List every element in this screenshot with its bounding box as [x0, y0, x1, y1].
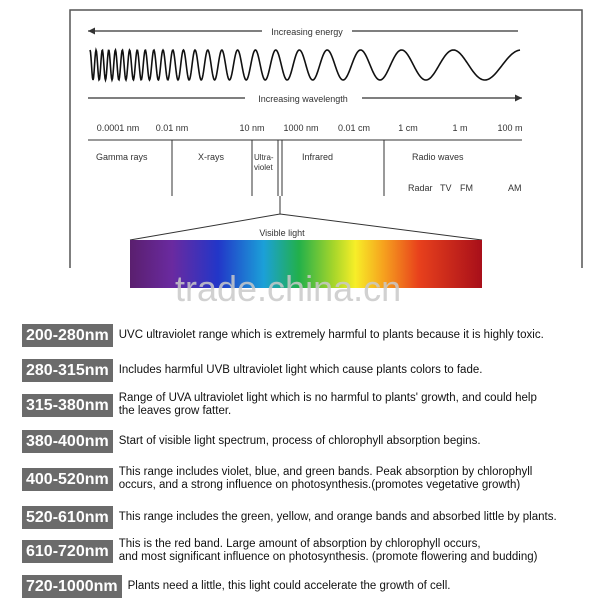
band-range-badge: 315-380nm: [22, 394, 113, 417]
scale-label-4: 1000 nm: [283, 123, 319, 133]
band-row: [22, 430, 592, 453]
band-description-line: the leaves grow fatter.: [118, 405, 232, 417]
energy-label: Increasing energy: [271, 27, 343, 37]
region-ultraviolet-2: violet: [254, 163, 273, 172]
band-description: [119, 511, 557, 524]
region-ultraviolet-1: Ultra-: [254, 153, 274, 162]
watermark: trade.china.cn: [175, 268, 402, 309]
band-description-line: Range of UVA ultraviolet light which is no harmful to plants' growth, and could help: [118, 392, 537, 404]
band-description: [119, 538, 538, 564]
band-description-line: Includes harmful UVB ultraviolet light which cause plants colors to fade.: [118, 364, 483, 376]
scale-label-5: 0.01 cm: [337, 123, 371, 133]
band-description-line: This range includes violet, blue, and green bands. Peak absorption by chlorophyll: [118, 466, 533, 478]
band-range-badge: 610-720nm: [22, 540, 113, 563]
band-description: [119, 435, 481, 448]
band-description: [119, 364, 483, 377]
radio-fm: FM: [460, 183, 473, 193]
scale-label-3: 10 nm: [239, 123, 265, 133]
band-description: [119, 392, 537, 418]
region-gamma-rays: Gamma rays: [96, 152, 148, 162]
band-description-line: Start of visible light spectrum, process of chlorophyll absorption begins.: [118, 435, 481, 447]
band-range-badge: 200-280nm: [22, 324, 113, 347]
band-description: [119, 329, 544, 342]
band-range-badge: 280-315nm: [22, 359, 113, 382]
band-row: [22, 538, 592, 564]
scale-label-1: 0.0001 nm: [96, 123, 140, 133]
band-description: [128, 580, 451, 593]
region-infrared: Infrared: [302, 152, 334, 162]
band-description-line: UVC ultraviolet range which is extremely harmful to plants because it is highly toxic.: [118, 329, 544, 341]
band-row: [22, 392, 592, 418]
band-description-line: Plants need a little, this light could accelerate the growth of cell.: [127, 580, 451, 592]
visible-light-label: Visible light: [259, 228, 305, 238]
band-range-badge: 380-400nm: [22, 430, 113, 453]
band-row: [22, 466, 592, 492]
band-description-line: This range includes the green, yellow, and orange bands and absorbed little by plants.: [118, 511, 557, 523]
scale-label-6: 1 cm: [398, 123, 418, 133]
band-row: [22, 575, 592, 598]
band-description: [119, 466, 533, 492]
scale-label-2: 0.01 nm: [155, 123, 189, 133]
band-description-line: and most significant influence on photosynthesis. (promote flowering and budding): [118, 551, 538, 563]
band-range-badge: 400-520nm: [22, 468, 113, 491]
band-row: [22, 506, 592, 529]
band-range-badge: 720-1000nm: [22, 575, 122, 598]
wavelength-label: Increasing wavelength: [258, 94, 348, 104]
radio-radar: Radar: [408, 183, 433, 193]
scale-label-8: 100 m: [497, 123, 523, 133]
radio-tv: TV: [440, 183, 452, 193]
region-radio-waves: Radio waves: [412, 152, 464, 162]
scale-label-7: 1 m: [452, 123, 468, 133]
band-range-badge: 520-610nm: [22, 506, 113, 529]
band-description-line: occurs, and a strong influence on photosynthesis.(promotes vegetative growth): [118, 479, 521, 491]
band-row: [22, 324, 592, 347]
region-x-rays: X-rays: [198, 152, 225, 162]
band-description-line: This is the red band. Large amount of absorption by chlorophyll occurs,: [118, 538, 481, 550]
band-row: [22, 359, 592, 382]
radio-am: AM: [508, 183, 522, 193]
